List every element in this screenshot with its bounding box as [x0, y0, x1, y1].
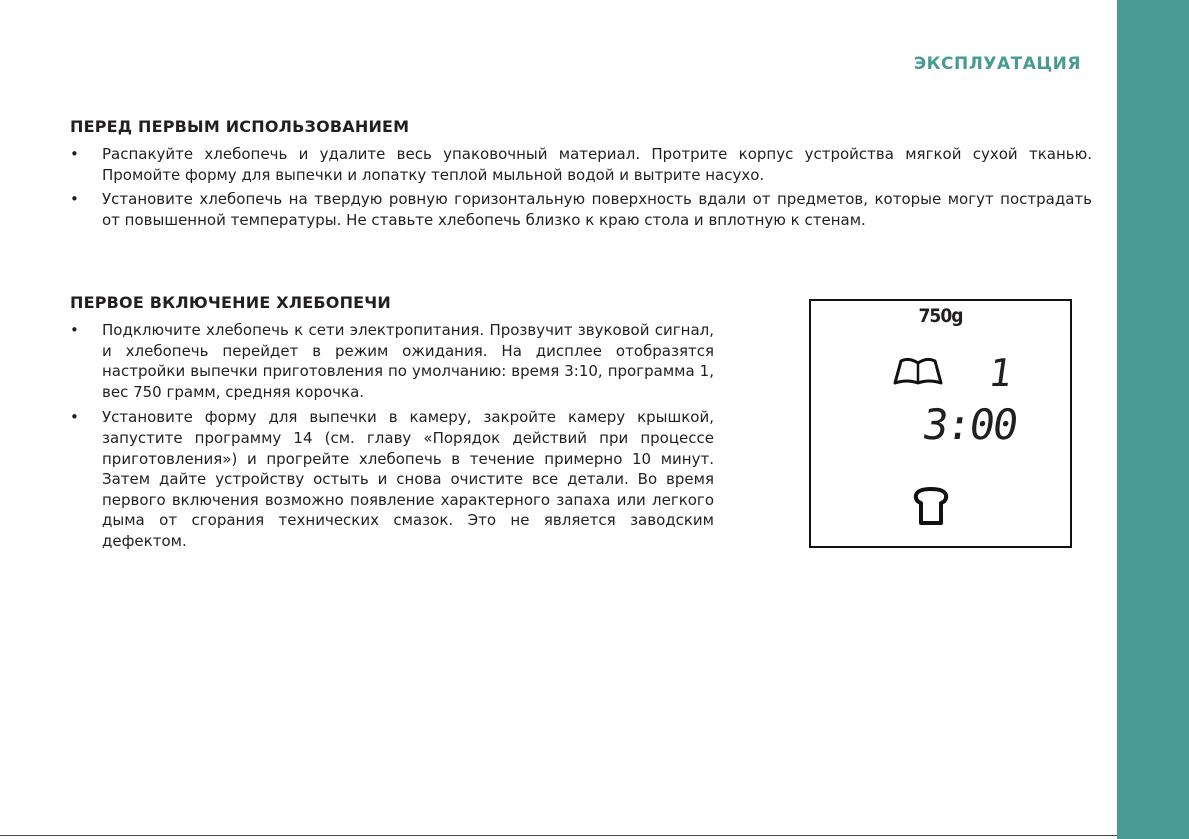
list-item [70, 189, 1092, 230]
before-first-use-list [70, 144, 1092, 234]
side-color-stripe [1117, 0, 1189, 839]
list-item-text: Установите форму для выпечки в камеру, закройте камеру крышкой, запустите программу 14 (см. главу «Порядок действий при процессе приготовления») и прогрейте хлебопечь в течение примерно 10 минут. Затем дайте устройству остыть и снова очистите все детали. Во время первого включения возможно появление характерного запаха или легкого дыма от сгорания технических смазок. Это не является заводским дефектом. [102, 408, 714, 550]
section-label: ЭКСПЛУАТАЦИЯ [913, 54, 1081, 74]
heading-first-switch-on: ПЕРВОЕ ВКЛЮЧЕНИЕ ХЛЕБОПЕЧИ [70, 293, 392, 312]
list-item-text: Установите хлебопечь на твердую ровную горизонтальную поверхность вдали от предметов, которые могут пострадать от повышенной температуры. Не ставьте хлебопечь близко к краю стола и вплотную к стенам. [102, 190, 1092, 229]
list-item [70, 407, 714, 551]
page-bottom-rule [0, 835, 1117, 836]
bullet-icon: • [70, 321, 79, 339]
first-switch-on-list [70, 320, 714, 557]
list-item-text: Распакуйте хлебопечь и удалите весь упаковочный материал. Протрите корпус устройства мягкой сухой тканью. Промойте форму для выпечки и лопатку теплой мыльной водой и вытрите насухо. [102, 145, 1092, 184]
bullet-icon: • [70, 190, 79, 209]
display-program-number: 1 [985, 351, 1015, 395]
bullet-icon: • [70, 145, 79, 163]
bread-icon [913, 487, 949, 525]
bullet-icon: • [70, 408, 79, 427]
list-item [70, 144, 1092, 185]
display-weight: 750g [918, 305, 963, 327]
display-time: 3:00 [919, 400, 1020, 449]
heading-before-first-use: ПЕРЕД ПЕРВЫМ ИСПОЛЬЗОВАНИЕМ [70, 117, 410, 136]
breadmaker-display-illustration [809, 299, 1072, 548]
book-icon [893, 357, 943, 387]
list-item [70, 320, 714, 402]
list-item-text: Подключите хлебопечь к сети электропитания. Прозвучит звуковой сигнал, и хлебопечь перейдет в режим ожидания. На дисплее отобразятся настройки выпечки приготовления по умолчанию: время 3:10, программа 1, вес 750 грамм, средняя корочка. [102, 321, 714, 401]
